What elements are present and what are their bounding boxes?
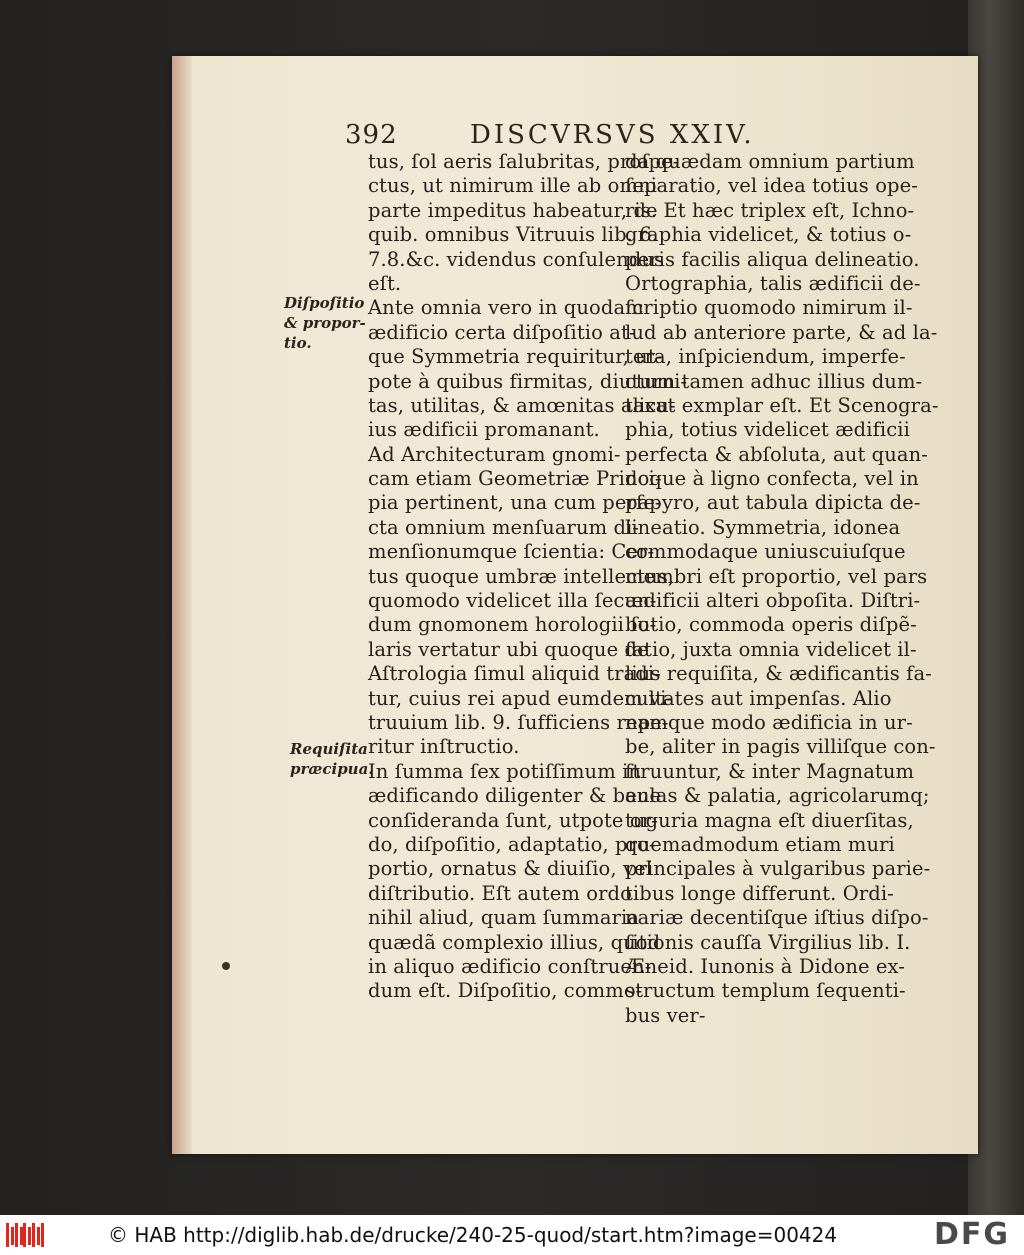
- text-line: In ſumma ſex potiſſimum in: [368, 759, 642, 783]
- logo-bar: [23, 1223, 26, 1247]
- text-line: tus, ſol aeris ſalubritas, proſpe-: [368, 150, 680, 173]
- margin-note-requisita: [290, 739, 374, 779]
- text-column-left: [368, 150, 688, 1004]
- text-line: aulas & palatia, agricolarumq;: [625, 784, 930, 808]
- text-line: lius requiſita, & ædificantis fa-: [625, 662, 932, 686]
- text-line: tibus longe differunt. Ordi-: [625, 881, 894, 905]
- text-line: eſt.: [368, 271, 402, 295]
- logo-bar: [32, 1223, 35, 1247]
- text-line: nariæ decentiſque iſtius diſpo-: [625, 906, 929, 930]
- text-line: ſeparatio, vel idea totius ope-: [625, 174, 918, 198]
- margin-note-text: Diſpoſitio & propor- tio.: [284, 294, 366, 352]
- logo-bar: [11, 1227, 14, 1245]
- text-line: tera, inſpiciendum, imperfe-: [625, 345, 906, 369]
- logo-bar: [28, 1227, 31, 1245]
- text-line: ctus, ut nimirum ille ab omni: [368, 174, 658, 198]
- text-line: conſideranda ſunt, utpote or-: [368, 808, 658, 832]
- text-line: ius ædificii promanant.: [368, 418, 600, 442]
- text-line: taxat exmplar eſt. Et Scenogra-: [625, 393, 939, 417]
- text-line: structum templum ſequenti-: [625, 979, 906, 1003]
- text-line: membri eſt proportio, vel pars: [625, 564, 928, 588]
- logo-bar: [15, 1223, 18, 1247]
- text-line: Æneid. Iunonis à Didone ex-: [625, 954, 905, 978]
- text-line: diſtributio. Eſt autem ordo: [368, 881, 632, 905]
- logo-bar: [6, 1223, 9, 1247]
- text-line: cam etiam Geometriæ Princi-: [368, 467, 662, 491]
- text-line: cta omnium menſuarum di-: [368, 515, 640, 539]
- footer-bar: [0, 1215, 1024, 1255]
- text-line: quib. omnibus Vitruuis lib. 6.: [368, 223, 659, 247]
- text-line: perfecta & abſoluta, aut quan-: [625, 442, 928, 466]
- text-line: namque modo ædificia in ur-: [625, 710, 913, 734]
- text-line: portio, ornatus & diuiſio, vel: [368, 857, 653, 881]
- text-line: bus ver-: [625, 1003, 706, 1027]
- margin-note-text: Requiſita præcipua.: [290, 740, 374, 778]
- text-line: 7.8.&c. videndus conſulendus: [368, 247, 665, 271]
- text-line: papyro, aut tabula dipicta de-: [625, 491, 921, 515]
- text-line: cultates aut impenſas. Alio: [625, 686, 892, 710]
- text-line: nihil aliud, quam ſummaria: [368, 906, 640, 930]
- text-line: ſitionis cauſſa Virgilius lib. I.: [625, 930, 911, 954]
- text-line: ædificii alteri obpoſita. Diſtri-: [625, 589, 921, 613]
- text-line: phia, totius videlicet ædificii: [625, 418, 910, 442]
- text-line: da quædam omnium partium: [625, 150, 915, 173]
- text-line: tur, cuius rei apud eumdem vi-: [368, 686, 674, 710]
- text-line: tuguria magna eſt diuerſitas,: [625, 808, 914, 832]
- text-line: doque à ligno confecta, vel in: [625, 467, 919, 491]
- text-line: ritur inſtructio.: [368, 735, 520, 759]
- text-line: tus quoque umbræ intellectus,: [368, 564, 675, 588]
- text-line: do, diſpoſitio, adaptatio, pro-: [368, 832, 656, 856]
- page-gutter-edge: [172, 56, 192, 1154]
- text-line: ſtruuntur, & inter Magnatum: [625, 759, 915, 783]
- text-line: Ad Architecturam gnomi-: [368, 442, 621, 466]
- text-line: quomodo videlicet illa ſecun-: [368, 589, 657, 613]
- text-line: quædã complexio illius, quod: [368, 930, 661, 954]
- text-line: ſcriptio quomodo nimirum il-: [625, 296, 913, 320]
- hab-barcode-logo-icon: [6, 1221, 46, 1249]
- text-line: graphia videlicet, & totius o-: [625, 223, 912, 247]
- text-line: ris. Et hæc triplex eſt, Ichno-: [625, 198, 915, 222]
- logo-bar: [41, 1223, 44, 1247]
- text-line: quemadmodum etiam muri: [625, 832, 895, 856]
- text-line: butio, commoda operis diſpẽ-: [625, 613, 917, 637]
- page-number: 392: [345, 120, 398, 150]
- text-line: commodaque uniuscuiuſque: [625, 540, 906, 564]
- text-line: laris vertatur ubi quoque de: [368, 637, 649, 661]
- text-line: pote à quibus firmitas, diuturni-: [368, 369, 688, 393]
- logo-bar: [37, 1227, 40, 1245]
- text-line: be, aliter in pagis villiſque con-: [625, 735, 936, 759]
- text-line: ctum tamen adhuc illius dum-: [625, 369, 923, 393]
- dfg-logo: DFG: [934, 1217, 1011, 1252]
- text-line: dum eſt. Diſpoſitio, commo-: [368, 979, 643, 1003]
- text-line: principales à vulgaribus parie-: [625, 857, 931, 881]
- text-line: dum gnomonem horologii ſo-: [368, 613, 657, 637]
- text-line: ædificando diligenter & bene: [368, 784, 662, 808]
- copyright-credit: © HAB http://diglib.hab.de/drucke/240-25-quod/start.htm?image=00424: [108, 1223, 838, 1247]
- text-line: menſionumque ſcientia: Cer-: [368, 540, 655, 564]
- text-line: Ante omnia vero in quodam: [368, 296, 644, 320]
- text-line: Ortographia, talis ædificii de-: [625, 271, 921, 295]
- margin-note-dispositio: [284, 293, 366, 353]
- text-line: truuium lib. 9. ſufficiens repe-: [368, 710, 669, 734]
- text-line: lineatio. Symmetria, idonea: [625, 515, 901, 539]
- text-line: in aliquo ædificio conſtruen-: [368, 954, 652, 978]
- text-line: ſatio, juxta omnia videlicet il-: [625, 637, 917, 661]
- text-line: peris facilis aliqua delineatio.: [625, 247, 920, 271]
- text-line: ædificio certa diſpoſitio at-: [368, 320, 636, 344]
- running-head: DISCVRSVS XXIV.: [470, 120, 755, 150]
- ink-fleck: [222, 962, 230, 970]
- text-line: parte impeditus habeatur, de: [368, 198, 658, 222]
- text-line: tas, utilitas, & amœnitas alicu-: [368, 393, 676, 417]
- text-line: lud ab anteriore parte, & ad la-: [625, 320, 938, 344]
- text-line: Aſtrologia ſimul aliquid tradi-: [368, 662, 661, 686]
- text-column-right: [625, 150, 939, 1028]
- text-line: pia pertinent, una cum perfe-: [368, 491, 662, 515]
- text-line: que Symmetria requiritur, ut-: [368, 345, 663, 369]
